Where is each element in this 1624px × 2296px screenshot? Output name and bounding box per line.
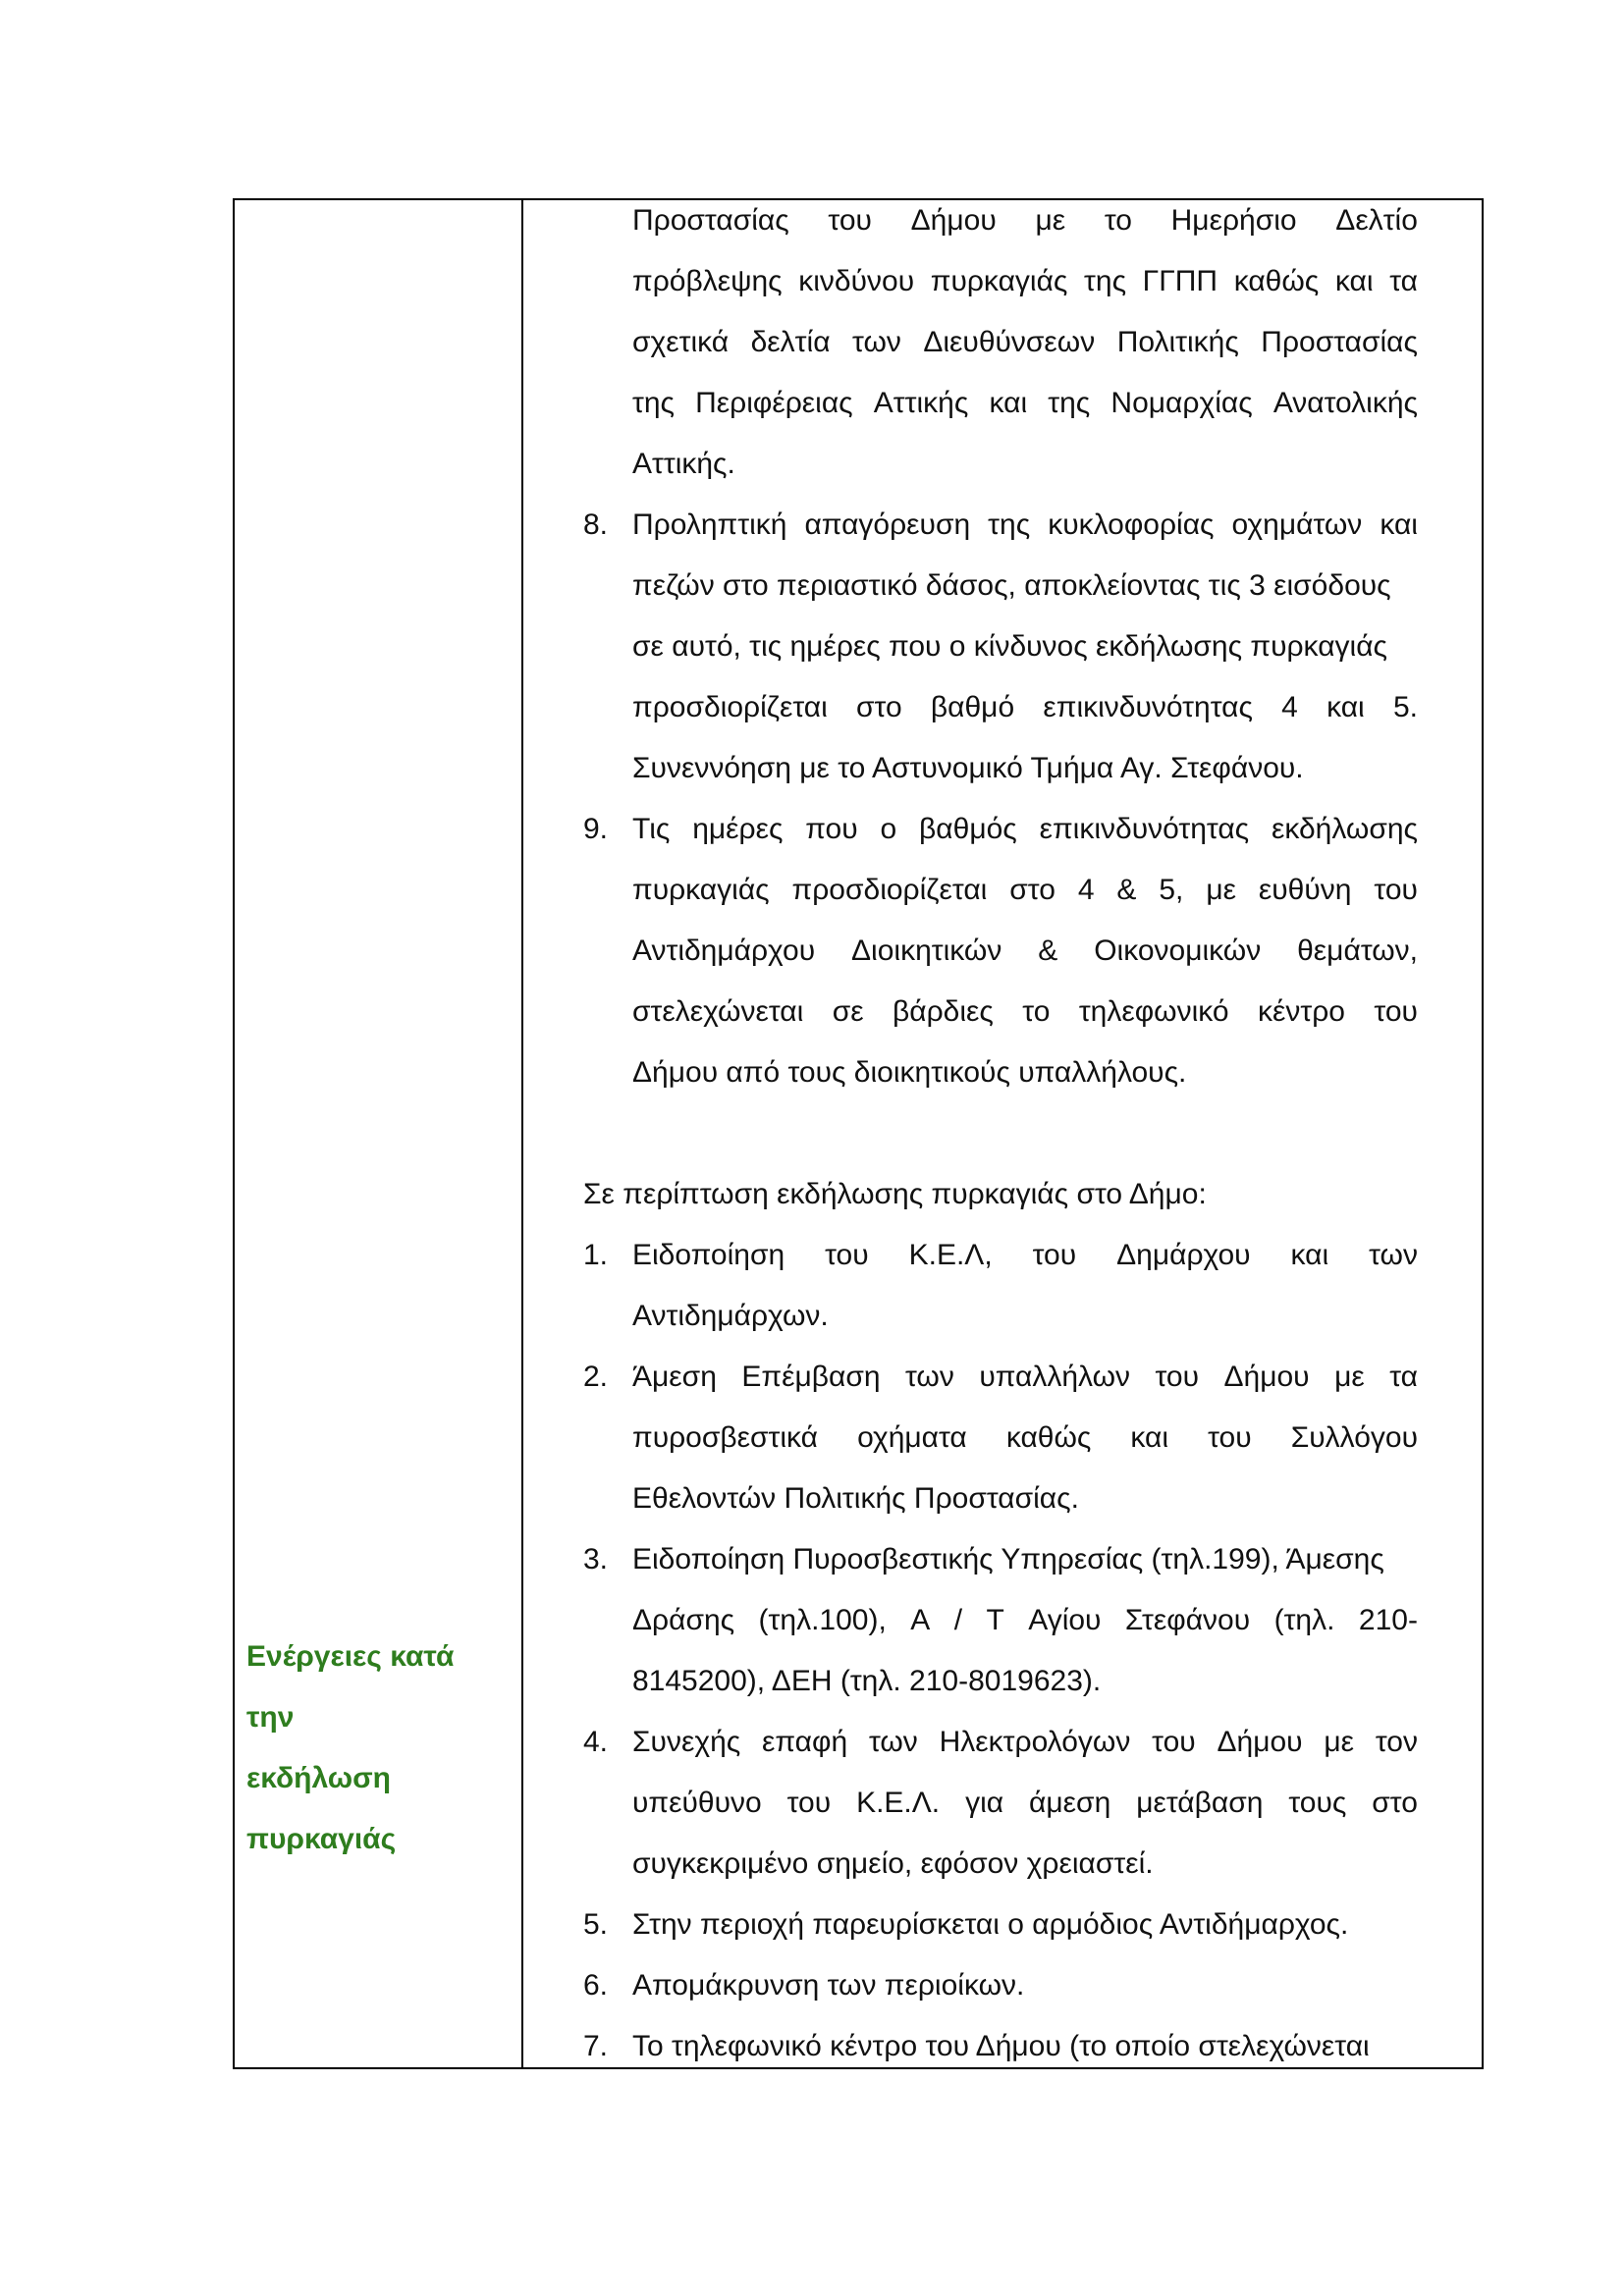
list-item-line: Ειδοποίηση του Κ.Ε.Λ, του Δημάρχου και των bbox=[632, 1239, 1418, 1271]
word: Προστασίας bbox=[632, 204, 789, 237]
list-item-line: πεζών στο περιαστικό δάσος, αποκλείοντας τις 3 εισόδους bbox=[632, 569, 1391, 602]
word: Διευθύνσεων bbox=[923, 326, 1096, 358]
word: πρόβλεψης bbox=[632, 265, 783, 297]
list-item-number: 8. bbox=[583, 508, 609, 541]
list-item-line: Αντιδημάρχου Διοικητικών & Οικονομικών θεμάτων, bbox=[632, 934, 1418, 967]
list-item-line: Συνεννόηση με το Αστυνομικό Τμήμα Αγ. Στεφάνου. bbox=[632, 752, 1304, 784]
row-heading-line: την bbox=[246, 1701, 295, 1734]
word: τα bbox=[1389, 265, 1418, 297]
list-item-line: Τις ημέρες που ο βαθμός επικινδυνότητας εκδήλωσης bbox=[632, 813, 1418, 845]
word: Προστασίας bbox=[1261, 326, 1418, 358]
list-item-number: 5. bbox=[583, 1908, 609, 1941]
paragraph-line bbox=[632, 386, 1418, 421]
list-item-line: 8145200), ΔΕΗ (τηλ. 210-8019623). bbox=[632, 1665, 1102, 1697]
list-item-line: πυρκαγιάς προσδιορίζεται στο 4 & 5, με ευθύνη του bbox=[632, 874, 1418, 906]
list-item-line: Άμεση Επέμβαση των υπαλλήλων του Δήμου με τα bbox=[632, 1361, 1418, 1393]
word: Ανατολικής bbox=[1272, 387, 1418, 419]
word: Ημερήσιο bbox=[1170, 204, 1297, 237]
list-item-line: προσδιορίζεται στο βαθμό επικινδυνότητας 4 και 5. bbox=[632, 691, 1418, 723]
paragraph-line: Αττικής. bbox=[632, 448, 735, 480]
word: καθώς bbox=[1233, 265, 1320, 297]
list-item-line: Δήμου από τους διοικητικούς υπαλλήλους. bbox=[632, 1056, 1187, 1089]
list-item-line: Ειδοποίηση Πυροσβεστικής Υπηρεσίας (τηλ.199), Άμεσης bbox=[632, 1543, 1384, 1575]
word: και bbox=[989, 387, 1028, 419]
word: πυρκαγιάς bbox=[930, 265, 1068, 297]
word: Αττικής bbox=[873, 387, 969, 419]
row-heading-line: εκδήλωση bbox=[246, 1762, 391, 1794]
word: και bbox=[1334, 265, 1374, 297]
list-item-line: υπεύθυνο του Κ.Ε.Λ. για άμεση μετάβαση τους στο bbox=[632, 1787, 1418, 1819]
list-item-line: σε αυτό, τις ημέρες που ο κίνδυνος εκδήλωσης πυρκαγιάς bbox=[632, 630, 1387, 663]
row-heading-line: Ενέργειες κατά bbox=[246, 1640, 455, 1673]
list-item-line: Αντιδημάρχων. bbox=[632, 1300, 829, 1332]
word: της bbox=[1084, 265, 1127, 297]
paragraph-line bbox=[632, 203, 1418, 239]
list-item-number: 4. bbox=[583, 1726, 609, 1758]
word: Δελτίο bbox=[1335, 204, 1418, 237]
word: το bbox=[1104, 204, 1132, 237]
paragraph-line bbox=[632, 325, 1418, 360]
list-item-number: 2. bbox=[583, 1361, 609, 1393]
word: σχετικά bbox=[632, 326, 730, 358]
list-item-number: 7. bbox=[583, 2030, 609, 2062]
paragraph-line bbox=[632, 264, 1418, 299]
word: Πολιτικής bbox=[1116, 326, 1239, 358]
list-item-number: 1. bbox=[583, 1239, 609, 1271]
list-item-line: Το τηλεφωνικό κέντρο του Δήμου (το οποίο στελεχώνεται bbox=[632, 2030, 1370, 2062]
word: Περιφέρειας bbox=[695, 387, 853, 419]
fire-section-intro: Σε περίπτωση εκδήλωσης πυρκαγιάς στο Δήμο: bbox=[583, 1178, 1207, 1210]
word: με bbox=[1035, 204, 1066, 237]
list-item-line: στελεχώνεται σε βάρδιες το τηλεφωνικό κέντρο του bbox=[632, 995, 1418, 1028]
word: ΓΓΠΠ bbox=[1142, 265, 1218, 297]
list-item-line: Δράσης (τηλ.100), Α / Τ Αγίου Στεφάνου (τηλ. 210- bbox=[632, 1604, 1418, 1636]
word: δελτία bbox=[750, 326, 831, 358]
list-item-line: Στην περιοχή παρευρίσκεται ο αρμόδιος Αντιδήμαρχος. bbox=[632, 1908, 1349, 1941]
list-item-number: 3. bbox=[583, 1543, 609, 1575]
word: Δήμου bbox=[910, 204, 997, 237]
list-item-number: 9. bbox=[583, 813, 609, 845]
row-heading-line: πυρκαγιάς bbox=[246, 1823, 397, 1855]
list-item-number: 6. bbox=[583, 1969, 609, 2002]
list-item-line: Απομάκρυνση των περιοίκων. bbox=[632, 1969, 1025, 2002]
list-item-line: πυροσβεστικά οχήματα καθώς και του Συλλόγου bbox=[632, 1421, 1418, 1454]
list-item-line: συγκεκριμένο σημείο, εφόσον χρειαστεί. bbox=[632, 1847, 1154, 1880]
column-divider bbox=[521, 200, 523, 2067]
list-item-line: Συνεχής επαφή των Ηλεκτρολόγων του Δήμου με τον bbox=[632, 1726, 1418, 1758]
word: των bbox=[852, 326, 901, 358]
list-item-line: Προληπτική απαγόρευση της κυκλοφορίας οχημάτων και bbox=[632, 508, 1418, 541]
list-item-line: Εθελοντών Πολιτικής Προστασίας. bbox=[632, 1482, 1079, 1515]
word: της bbox=[632, 387, 675, 419]
word: της bbox=[1048, 387, 1091, 419]
word: Νομαρχίας bbox=[1110, 387, 1253, 419]
word: του bbox=[828, 204, 872, 237]
word: κινδύνου bbox=[798, 265, 915, 297]
